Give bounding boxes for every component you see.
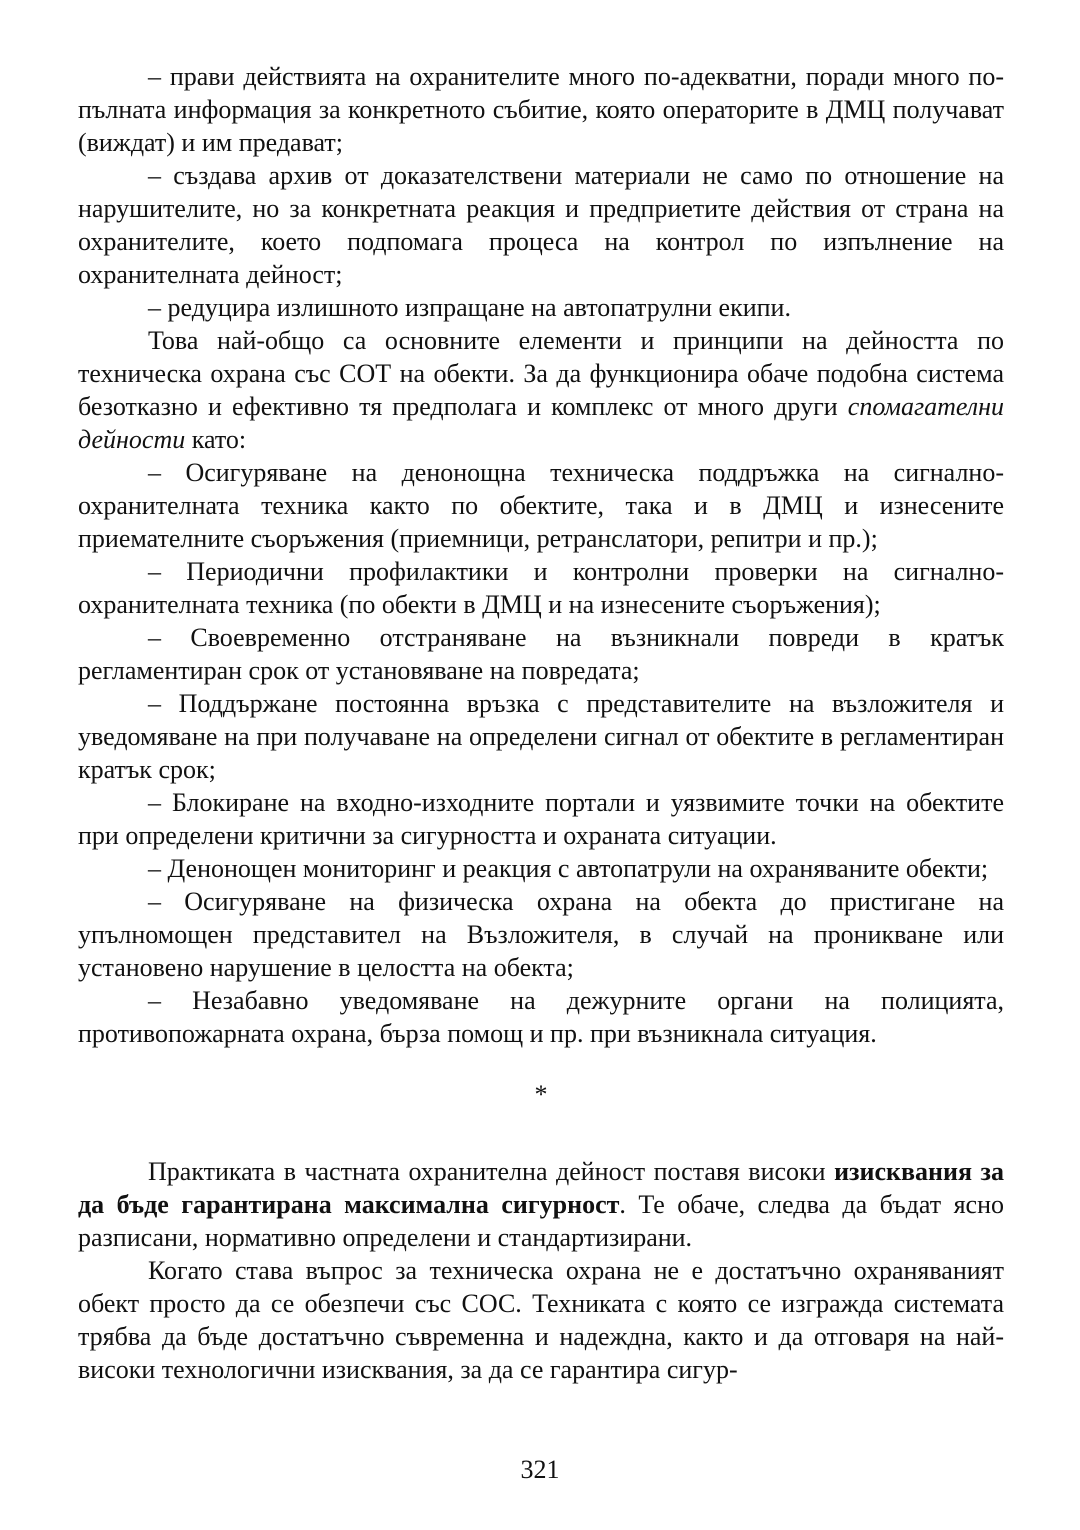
paragraph-text: Практиката в частната охранителна дейност поставя високи	[148, 1157, 835, 1186]
section-separator-asterisk: *	[534, 1080, 548, 1109]
paragraph-text: Това най-общо са основните елементи и принципи на дейността по техническа охрана със СОТ на обекти. За да функционира обаче подобна система безотказно и ефективно тя предполага и комплекс от много други	[78, 326, 1004, 421]
paragraph-text: като:	[185, 425, 247, 454]
paragraph-bullet-7: – Поддържане постоянна връзка с представителите на възложителя и уведомяване на при получаване на определени сигнал от обектите в регламентиран кратък срок;	[78, 689, 1004, 784]
paragraph-bullet-11: – Незабавно уведомяване на дежурните органи на полицията, противопожарната охрана, бърза помощ и пр. при възникнала ситуация.	[78, 986, 1004, 1048]
paragraph-intro	[78, 324, 1004, 456]
italic-phrase: спомагателни дейности	[78, 392, 1004, 454]
paragraph-bullet-2: – създава архив от доказателствени материали не само по отношение на нарушителите, но за конкретната реакция и предприетите действия от страна на охранителите, което подпомага процеса на контрол по изпълнение на охранителната дейност;	[78, 161, 1004, 289]
paragraph-bullet-5: – Периодични профилактики и контролни проверки на сигнално-охранителната техника (по обекти в ДМЦ и на изнесените съоръжения);	[78, 557, 1004, 619]
paragraph-bullet-10: – Осигуряване на физическа охрана на обекта до пристигане на упълномощен представител на Възложителя, в случай на проникване или установено нарушение в целостта на обекта;	[78, 887, 1004, 982]
text-block	[78, 60, 1004, 1386]
paragraph-bullet-1: – прави действията на охранителите много по-адекватни, поради много по-пълната информация за конкретното събитие, която операторите в ДМЦ получават (виждат) и им предават;	[78, 62, 1004, 157]
paragraph-bullet-8: – Блокиране на входно-изходните портали и уязвимите точки на обектите при определени критични за сигурността и охраната ситуации.	[78, 788, 1004, 850]
paragraph-practice	[78, 1155, 1004, 1254]
paragraph-closing: Когато става въпрос за техническа охрана не е достатъчно охраняваният обект просто да се обезпечи със СОС. Техниката с която се изгражда системата трябва да бъде достатъчно съвременна и надеждна, както и да отговаря на най-високи технологични изисквания, за да се гарантира сигур-	[78, 1256, 1004, 1384]
paragraph-bullet-9: – Денонощен мониторинг и реакция с автопатрули на охраняваните обекти;	[148, 854, 989, 883]
paragraph-bullet-4: – Осигуряване на денонощна техническа поддръжка на сигнално-охранителната техника както по обектите, така и в ДМЦ и изнесените приемателните съоръжения (приемници, ретранслатори, репитри и пр.);	[78, 458, 1004, 553]
paragraph-text: . Те обаче, следва да бъдат ясно разписани, нормативно определени и стандартизирани.	[78, 1190, 1005, 1252]
page-number: 321	[520, 1455, 560, 1484]
paragraph-bullet-6: – Своевременно отстраняване на възникнали повреди в кратък регламентиран срок от установяване на повредата;	[78, 623, 1004, 685]
paragraph-bullet-3: – редуцира излишното изпращане на автопатрулни екипи.	[148, 293, 791, 322]
bold-phrase: изисквания за да бъде гарантирана максимална сигурност	[78, 1157, 1004, 1219]
